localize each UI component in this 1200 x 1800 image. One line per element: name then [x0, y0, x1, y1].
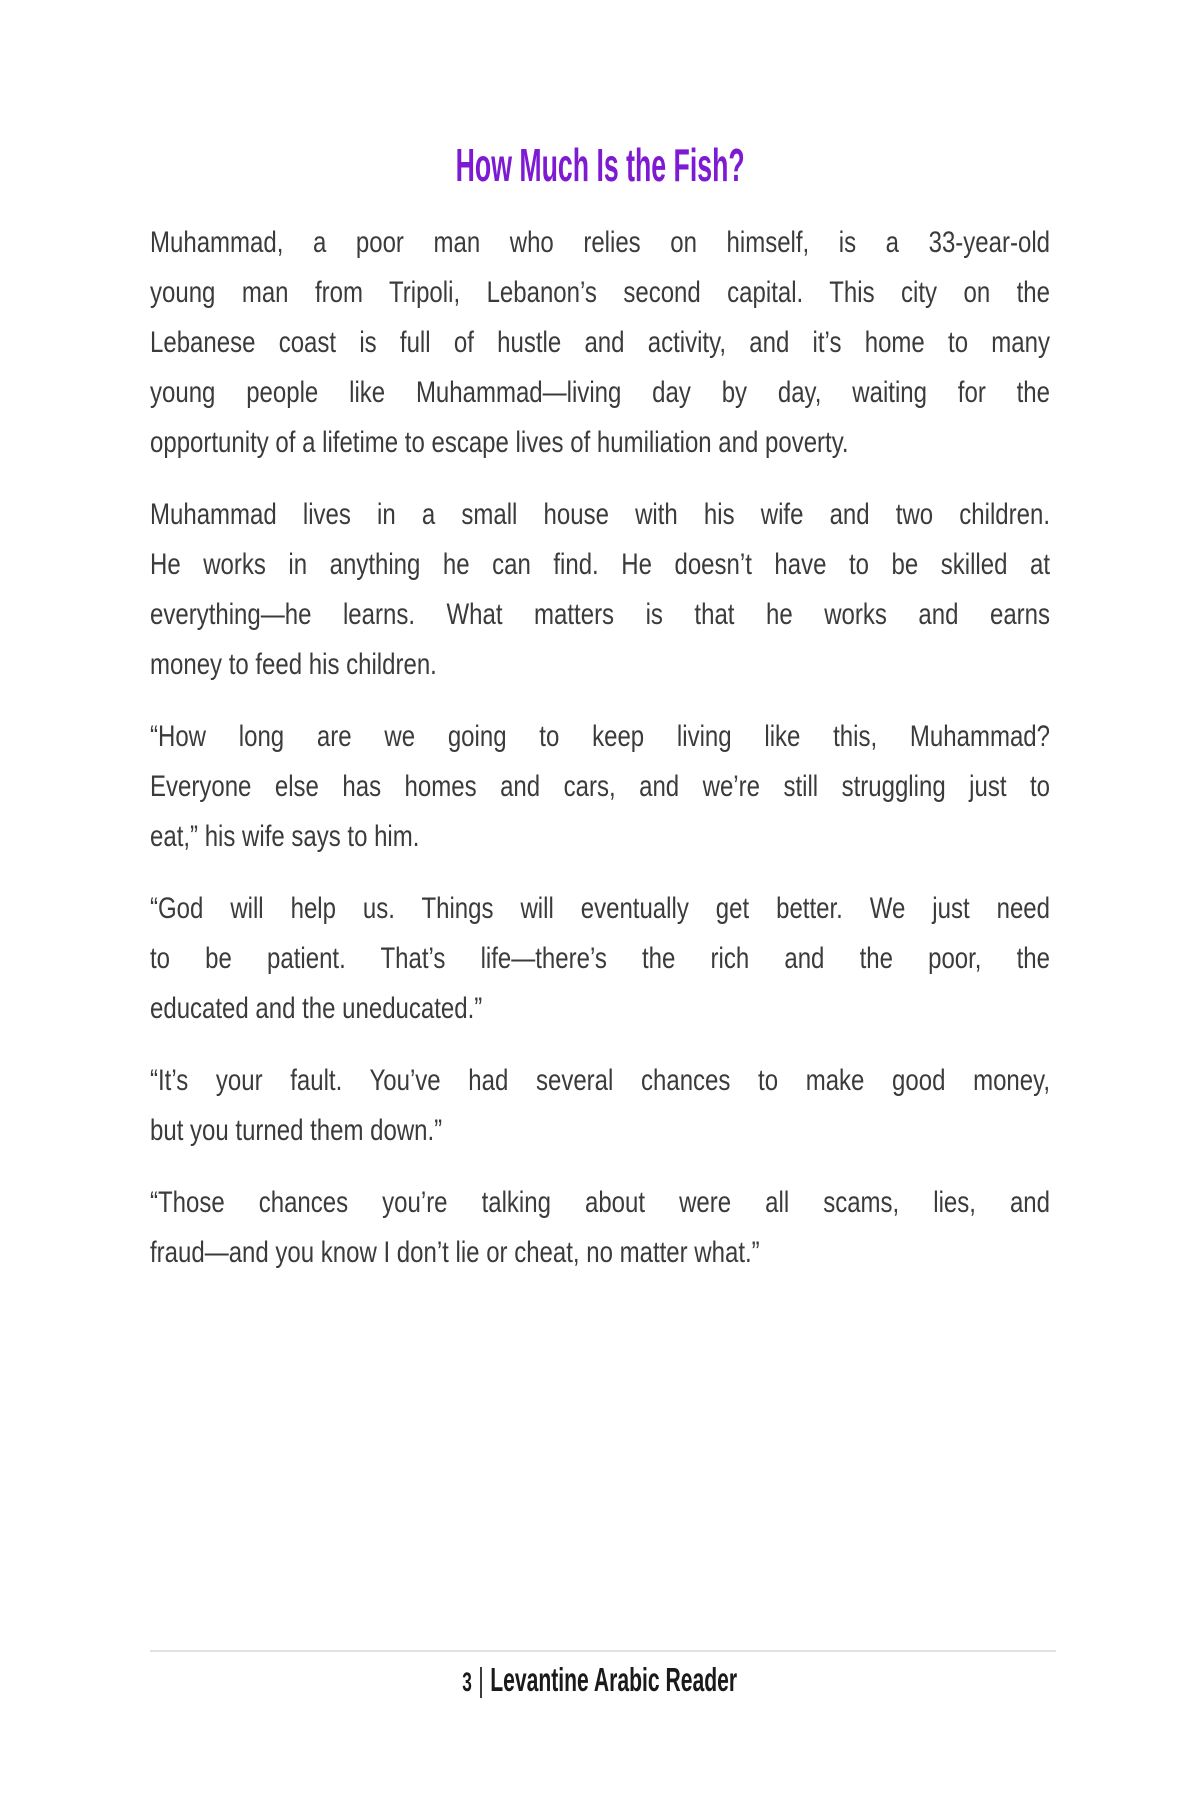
text-line: “God will help us. Things will eventually get better. We just need	[150, 892, 1050, 925]
text-line: fraud—and you know I don’t lie or cheat, no matter what.”	[150, 1236, 760, 1269]
text-line: educated and the uneducated.”	[150, 992, 483, 1025]
footer-text	[463, 1652, 738, 1710]
paragraph	[150, 712, 1050, 862]
paragraph	[150, 1056, 1050, 1156]
paragraph	[150, 1178, 1050, 1278]
text-line: opportunity of a lifetime to escape lives of humiliation and poverty.	[150, 426, 849, 459]
text-line: money to feed his children.	[150, 648, 437, 681]
text-line: He works in anything he can find. He doesn’t have to be skilled at	[150, 548, 1050, 581]
title-row	[150, 134, 1050, 196]
paragraph	[150, 490, 1050, 690]
paragraph	[150, 884, 1050, 1034]
text-line: Muhammad lives in a small house with his wife and two children.	[150, 498, 1050, 531]
text-line: Everyone else has homes and cars, and we’re still struggling just to	[150, 770, 1050, 803]
text-line: to be patient. That’s life—there’s the rich and the poor, the	[150, 942, 1050, 975]
text-line: eat,” his wife says to him.	[150, 820, 420, 853]
text-line: “It’s your fault. You’ve had several chances to make good money,	[150, 1064, 1050, 1097]
text-line: young man from Tripoli, Lebanon’s second capital. This city on the	[150, 276, 1050, 309]
text-line: Lebanese coast is full of hustle and activity, and it’s home to many	[150, 326, 1050, 359]
text-line: everything—he learns. What matters is that he works and earns	[150, 598, 1050, 631]
book-title: Levantine Arabic Reader	[490, 1661, 738, 1698]
text-line: but you turned them down.”	[150, 1114, 443, 1147]
footer	[150, 1652, 1050, 1708]
story-title: How Much Is the Fish?	[455, 139, 745, 191]
paragraph	[150, 218, 1050, 468]
footer-separator: |	[478, 1661, 485, 1698]
text-line: Muhammad, a poor man who relies on himself, is a 33-year-old	[150, 226, 1050, 259]
page-number: 3	[462, 1667, 473, 1697]
story-body	[150, 218, 1050, 1278]
text-line: “How long are we going to keep living like this, Muhammad?	[150, 720, 1050, 753]
text-line: “Those chances you’re talking about were all scams, lies, and	[150, 1186, 1050, 1219]
text-line: young people like Muhammad—living day by day, waiting for the	[150, 376, 1050, 409]
